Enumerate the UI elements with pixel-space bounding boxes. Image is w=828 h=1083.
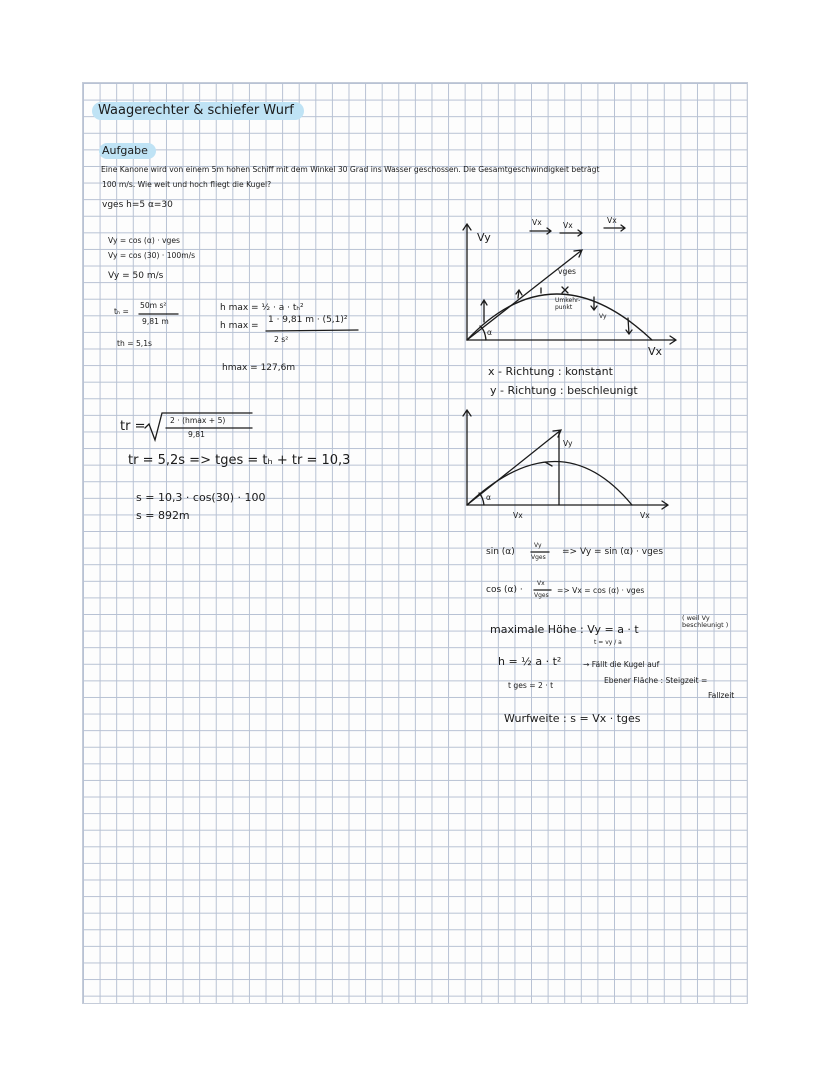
cos-fraction-den: Vges (534, 592, 549, 599)
given-values: vges h=5 α=30 (102, 200, 173, 210)
fall-time-note: Fallzeit (708, 691, 735, 700)
rise-time-note: Ebener Fläche : Steigzeit = (604, 676, 708, 685)
diagram2-vy-label: Vy (563, 439, 573, 448)
th-label: tₕ = (114, 307, 129, 316)
th-denominator: 9,81 m (142, 317, 169, 326)
diagram1-vx-label: Vx (648, 345, 663, 358)
x-direction-note: x - Richtung : konstant (488, 365, 613, 378)
sin-relation: => Vy = sin (α) · vges (562, 547, 664, 557)
th-numerator: 50m s² (140, 301, 167, 310)
tr-result: tr = 5,2s => tges = tₕ + tr = 10,3 (128, 453, 351, 468)
page-title: Waagerechter & schiefer Wurf (92, 102, 304, 120)
diagram2-vx-label-2: Vx (640, 511, 650, 520)
vy-substituted: Vy = cos (30) · 100m/s (108, 251, 196, 260)
diagram1-vy-label: Vy (477, 231, 491, 244)
flat-ground-note: → Fällt die Kugel auf (583, 660, 660, 669)
vy-formula: Vy = cos (α) · vges (108, 236, 180, 245)
diagram2-vx-label-1: Vx (513, 511, 523, 520)
max-height-time: t = vy / a (594, 639, 622, 646)
hmax-numerator: 1 · 9,81 m · (5,1)² (268, 315, 348, 325)
diagram1-top-vx-3: Vx (607, 216, 617, 225)
hmax-result: hmax = 127,6m (222, 363, 296, 373)
tr-denominator: 9,81 (188, 430, 205, 439)
task-line-2: 100 m/s. Wie weit und hoch fliegt die Kugel? (102, 180, 272, 189)
y-direction-note: y - Richtung : beschleunigt (490, 384, 638, 397)
th-result: th = 5,1s (117, 339, 153, 348)
vy-result: Vy = 50 m/s (108, 271, 164, 281)
height-formula: h = ½ a · t² (498, 655, 562, 668)
sin-label: sin (α) (486, 547, 515, 557)
hmax-label: h max = (220, 321, 259, 331)
cos-relation: => Vx = cos (α) · vges (557, 586, 645, 595)
range-formula: Wurfweite : s = Vx · tges (504, 712, 641, 725)
diagram1-vges-label: vges (558, 267, 576, 276)
cos-label: cos (α) · (486, 585, 523, 595)
diagram2-alpha-label: α (486, 493, 492, 502)
hmax-denominator: 2 s² (274, 335, 289, 344)
max-height-note: ( weil Vy beschleunigt ) (682, 614, 729, 630)
sin-fraction-den: Vges (531, 554, 546, 561)
diagram1-apex-label: Umkehr-punkt (555, 297, 581, 311)
section-heading-aufgabe: Aufgabe (99, 143, 156, 159)
hmax-formula: h max = ½ · a · tₕ² (220, 303, 304, 313)
total-time-formula: t ges = 2 · t (508, 681, 554, 690)
diagram1-vy-small-label: Vy (599, 313, 607, 320)
distance-result: s = 892m (136, 509, 190, 522)
diagram1-top-vx-2: Vx (563, 221, 573, 230)
sin-fraction-num: Vy (534, 542, 542, 549)
max-height-formula: maximale Höhe : Vy = a · t (490, 623, 639, 636)
diagram1-alpha-label: α (487, 328, 493, 337)
cos-fraction-num: Vx (537, 580, 545, 587)
task-line-1: Eine Kanone wird von einem 5m hohen Schiff mit dem Winkel 30 Grad ins Wasser geschossen. Die Gesamtgeschwindigkeit beträgt (101, 165, 600, 174)
distance-formula: s = 10,3 · cos(30) · 100 (136, 491, 266, 504)
tr-numerator: 2 · (hmax + 5) (170, 416, 226, 425)
diagram1-top-vx-1: Vx (532, 218, 542, 227)
tr-label: tr = (120, 419, 146, 434)
